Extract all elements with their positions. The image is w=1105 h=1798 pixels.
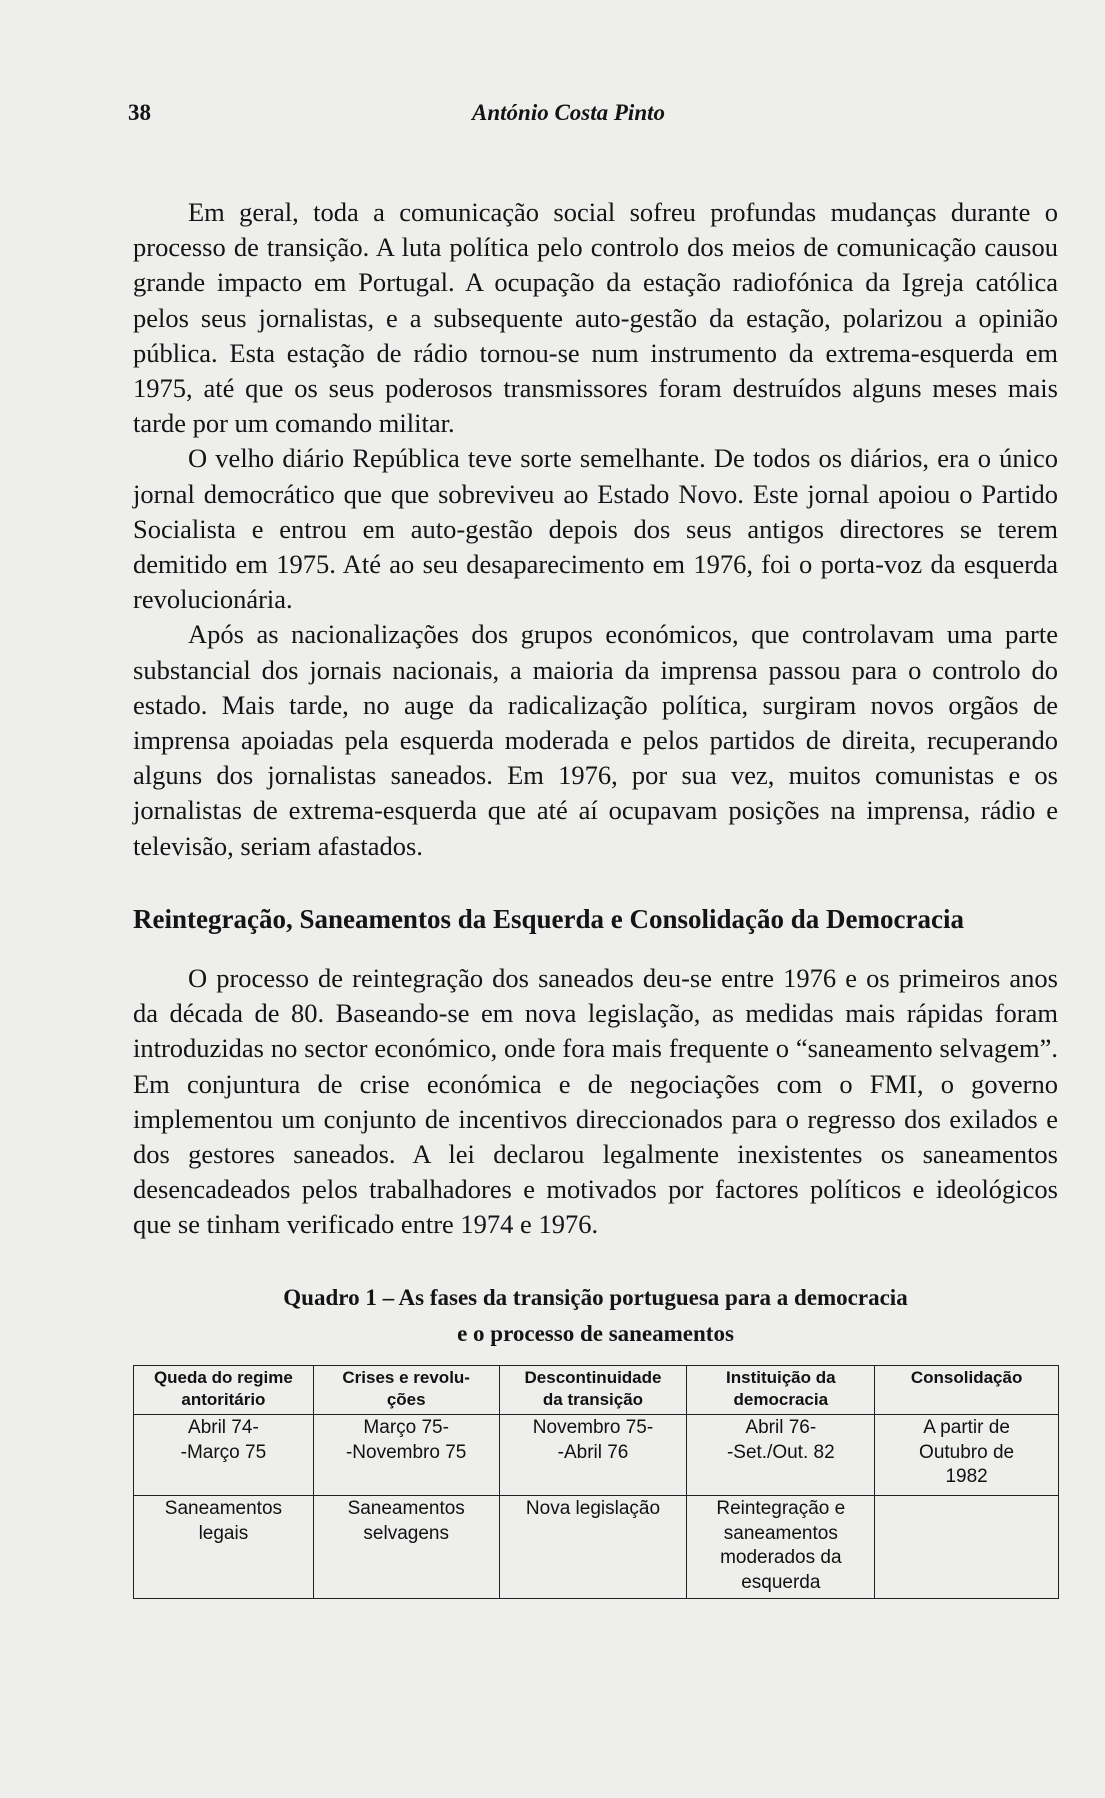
date-cell-2: Março 75- -Novembro 75 <box>313 1415 499 1496</box>
date-cell-5: A partir de Outubro de 1982 <box>875 1415 1059 1496</box>
header-cell-1: Queda do regime antoritário <box>134 1366 314 1415</box>
table-row-purges <box>134 1496 1059 1599</box>
paragraph-2: O velho diário República teve sorte semelhante. De todos os diários, era o único jornal democrático que que sobreviveu ao Estado Novo. Este jornal apoiou o Partido Socialista e entrou em auto-gestão depois dos seus antigos directores se terem demitido em 1975. Até ao seu desaparecimento em 1976, foi o porta-voz da esquerda revolucionária. <box>133 443 1058 615</box>
section-2-text <box>133 961 1058 1243</box>
purge-cell-3: Nova legislação <box>499 1496 687 1599</box>
phases-table <box>133 1365 1059 1599</box>
running-head-author: António Costa Pinto <box>472 100 666 125</box>
purge-cell-1: Saneamentos legais <box>134 1496 314 1599</box>
purge-cell-5 <box>875 1496 1059 1599</box>
purge-cell-4: Reintegração e saneamentos moderados da esquerda <box>687 1496 875 1599</box>
section-heading: Reintegração, Saneamentos da Esquerda e Consolidação da Democracia <box>133 904 964 934</box>
header-cell-4: Instituição da democracia <box>687 1366 875 1415</box>
table-caption-line-1: Quadro 1 – As fases da transição portuguesa para a democracia <box>283 1285 908 1310</box>
date-cell-4: Abril 76- -Set./Out. 82 <box>687 1415 875 1496</box>
paragraph-3: Após as nacionalizações dos grupos económicos, que controlavam uma parte substancial dos jornais nacionais, a maioria da imprensa passou para o controlo do estado. Mais tarde, no auge da radicalização política, surgiram novos orgãos de imprensa apoiadas pela esquerda moderada e pelos partidos de direita, recuperando alguns dos jornalistas saneados. Em 1976, por sua vez, muitos comunistas e os jornalistas de extrema-esquerda que até aí ocupavam posições na imprensa, rádio e televisão, seriam afastados. <box>133 619 1058 861</box>
header-cell-5: Consolidação <box>875 1366 1059 1415</box>
date-cell-3: Novembro 75- -Abril 76 <box>499 1415 687 1496</box>
header-cell-2: Crises e revolu- ções <box>313 1366 499 1415</box>
section-1-text <box>133 195 1058 864</box>
paragraph-1: Em geral, toda a comunicação social sofreu profundas mudanças durante o processo de transição. A luta política pelo controlo dos meios de comunicação causou grande impacto em Portugal. A ocupação da estação radiofónica da Igreja católica pelos seus jornalistas, e a subsequente auto-gestão da estação, polarizou a opinião pública. Esta estação de rádio tornou-se num instrumento da extrema-esquerda em 1975, até que os seus poderosos transmissores foram destruídos alguns meses mais tarde por um comando militar. <box>133 197 1058 439</box>
table-caption-line-2: e o processo de saneamentos <box>457 1321 734 1346</box>
table-caption <box>133 1280 1058 1352</box>
date-cell-1: Abril 74- -Março 75 <box>134 1415 314 1496</box>
page-number: 38 <box>128 100 151 125</box>
purge-cell-2: Saneamentos selvagens <box>313 1496 499 1599</box>
table-row-dates <box>134 1415 1059 1496</box>
table-header-row <box>134 1366 1059 1415</box>
header-cell-3: Descontinuidade da transição <box>499 1366 687 1415</box>
paragraph-4: O processo de reintegração dos saneados deu-se entre 1976 e os primeiros anos da década de 80. Baseando-se em nova legislação, as medidas mais rápidas foram introduzidas no sector económico, onde fora mais frequente o “saneamento selvagem”. Em conjuntura de crise económica e de negociações com o FMI, o governo implementou um conjunto de incentivos direccionados para o regresso dos exilados e dos gestores saneados. A lei declarou legalmente inexistentes os saneamentos desencadeados pelos trabalhadores e motivados por factores políticos e ideológicos que se tinham verificado entre 1974 e 1976. <box>133 963 1058 1240</box>
